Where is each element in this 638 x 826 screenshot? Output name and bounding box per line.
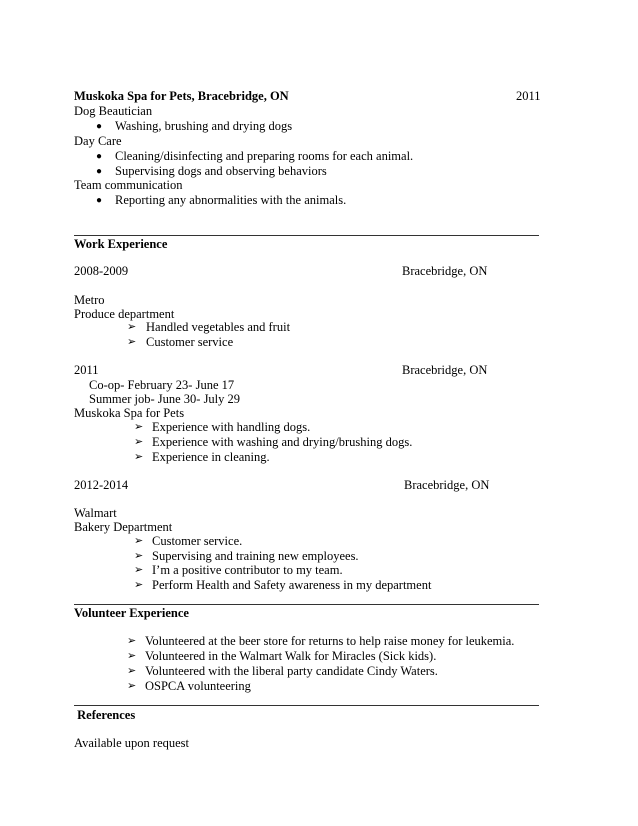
- arrow-bullet-icon: ➢: [127, 321, 137, 333]
- spa-role-item: Reporting any abnormalities with the animals.: [115, 193, 347, 207]
- job-period: Co-op- February 23- June 17: [89, 378, 235, 392]
- bullet-icon: ●: [96, 195, 103, 206]
- bullet-icon: ●: [96, 166, 103, 177]
- arrow-bullet-icon: ➢: [134, 579, 144, 591]
- section-divider: [74, 235, 539, 236]
- volunteer-item: Volunteered in the Walmart Walk for Miracles (Sick kids).: [145, 649, 437, 663]
- arrow-bullet-icon: ➢: [127, 680, 137, 692]
- spa-role-item: Washing, brushing and drying dogs: [115, 119, 293, 133]
- bullet-icon: ●: [96, 151, 103, 162]
- arrow-bullet-icon: ➢: [134, 564, 144, 576]
- job-dates: 2012-2014: [74, 478, 129, 492]
- arrow-bullet-icon: ➢: [134, 421, 144, 433]
- work-heading: Work Experience: [74, 237, 168, 251]
- spa-role-item: Cleaning/disinfecting and preparing rooms for each animal.: [115, 149, 414, 163]
- job-dates: 2011: [74, 363, 99, 377]
- job-item: Customer service.: [152, 534, 243, 548]
- arrow-bullet-icon: ➢: [134, 451, 144, 463]
- job-item: Perform Health and Safety awareness in my department: [152, 578, 432, 592]
- section-divider: [74, 705, 539, 706]
- spa-role-title: Day Care: [74, 134, 122, 148]
- references-heading: References: [74, 708, 136, 722]
- volunteer-item: OSPCA volunteering: [145, 679, 251, 693]
- volunteer-item: Volunteered at the beer store for returns to help raise money for leukemia.: [145, 634, 515, 648]
- spa-year: 2011: [516, 89, 541, 103]
- arrow-bullet-icon: ➢: [134, 550, 144, 562]
- arrow-bullet-icon: ➢: [127, 650, 137, 662]
- arrow-bullet-icon: ➢: [127, 635, 137, 647]
- job-item: I’m a positive contributor to my team.: [152, 563, 343, 577]
- job-employer: Walmart: [74, 506, 117, 520]
- job-item: Customer service: [146, 335, 234, 349]
- job-item: Experience with washing and drying/brushing dogs.: [152, 435, 413, 449]
- job-dates: 2008-2009: [74, 264, 129, 278]
- job-item: Experience in cleaning.: [152, 450, 270, 464]
- spa-role-item: Supervising dogs and observing behaviors: [115, 164, 327, 178]
- section-divider: [74, 604, 539, 605]
- references-text: Available upon request: [74, 736, 190, 750]
- job-item: Supervising and training new employees.: [152, 549, 359, 563]
- job-employer: Metro: [74, 293, 105, 307]
- spa-role-title: Dog Beautician: [74, 104, 153, 118]
- job-location: Bracebridge, ON: [402, 363, 488, 377]
- spa-employer: Muskoka Spa for Pets, Bracebridge, ON: [74, 89, 289, 103]
- arrow-bullet-icon: ➢: [134, 535, 144, 547]
- arrow-bullet-icon: ➢: [134, 436, 144, 448]
- job-period: Summer job- June 30- July 29: [89, 392, 241, 406]
- bullet-icon: ●: [96, 121, 103, 132]
- volunteer-heading: Volunteer Experience: [74, 606, 189, 620]
- job-department: Produce department: [74, 307, 175, 321]
- spa-role-title: Team communication: [74, 178, 183, 192]
- arrow-bullet-icon: ➢: [127, 336, 137, 348]
- job-item: Experience with handling dogs.: [152, 420, 311, 434]
- volunteer-item: Volunteered with the liberal party candidate Cindy Waters.: [145, 664, 438, 678]
- job-item: Handled vegetables and fruit: [146, 320, 291, 334]
- job-location: Bracebridge, ON: [404, 478, 490, 492]
- job-location: Bracebridge, ON: [402, 264, 488, 278]
- job-department: Bakery Department: [74, 520, 173, 534]
- job-employer: Muskoka Spa for Pets: [74, 406, 185, 420]
- arrow-bullet-icon: ➢: [127, 665, 137, 677]
